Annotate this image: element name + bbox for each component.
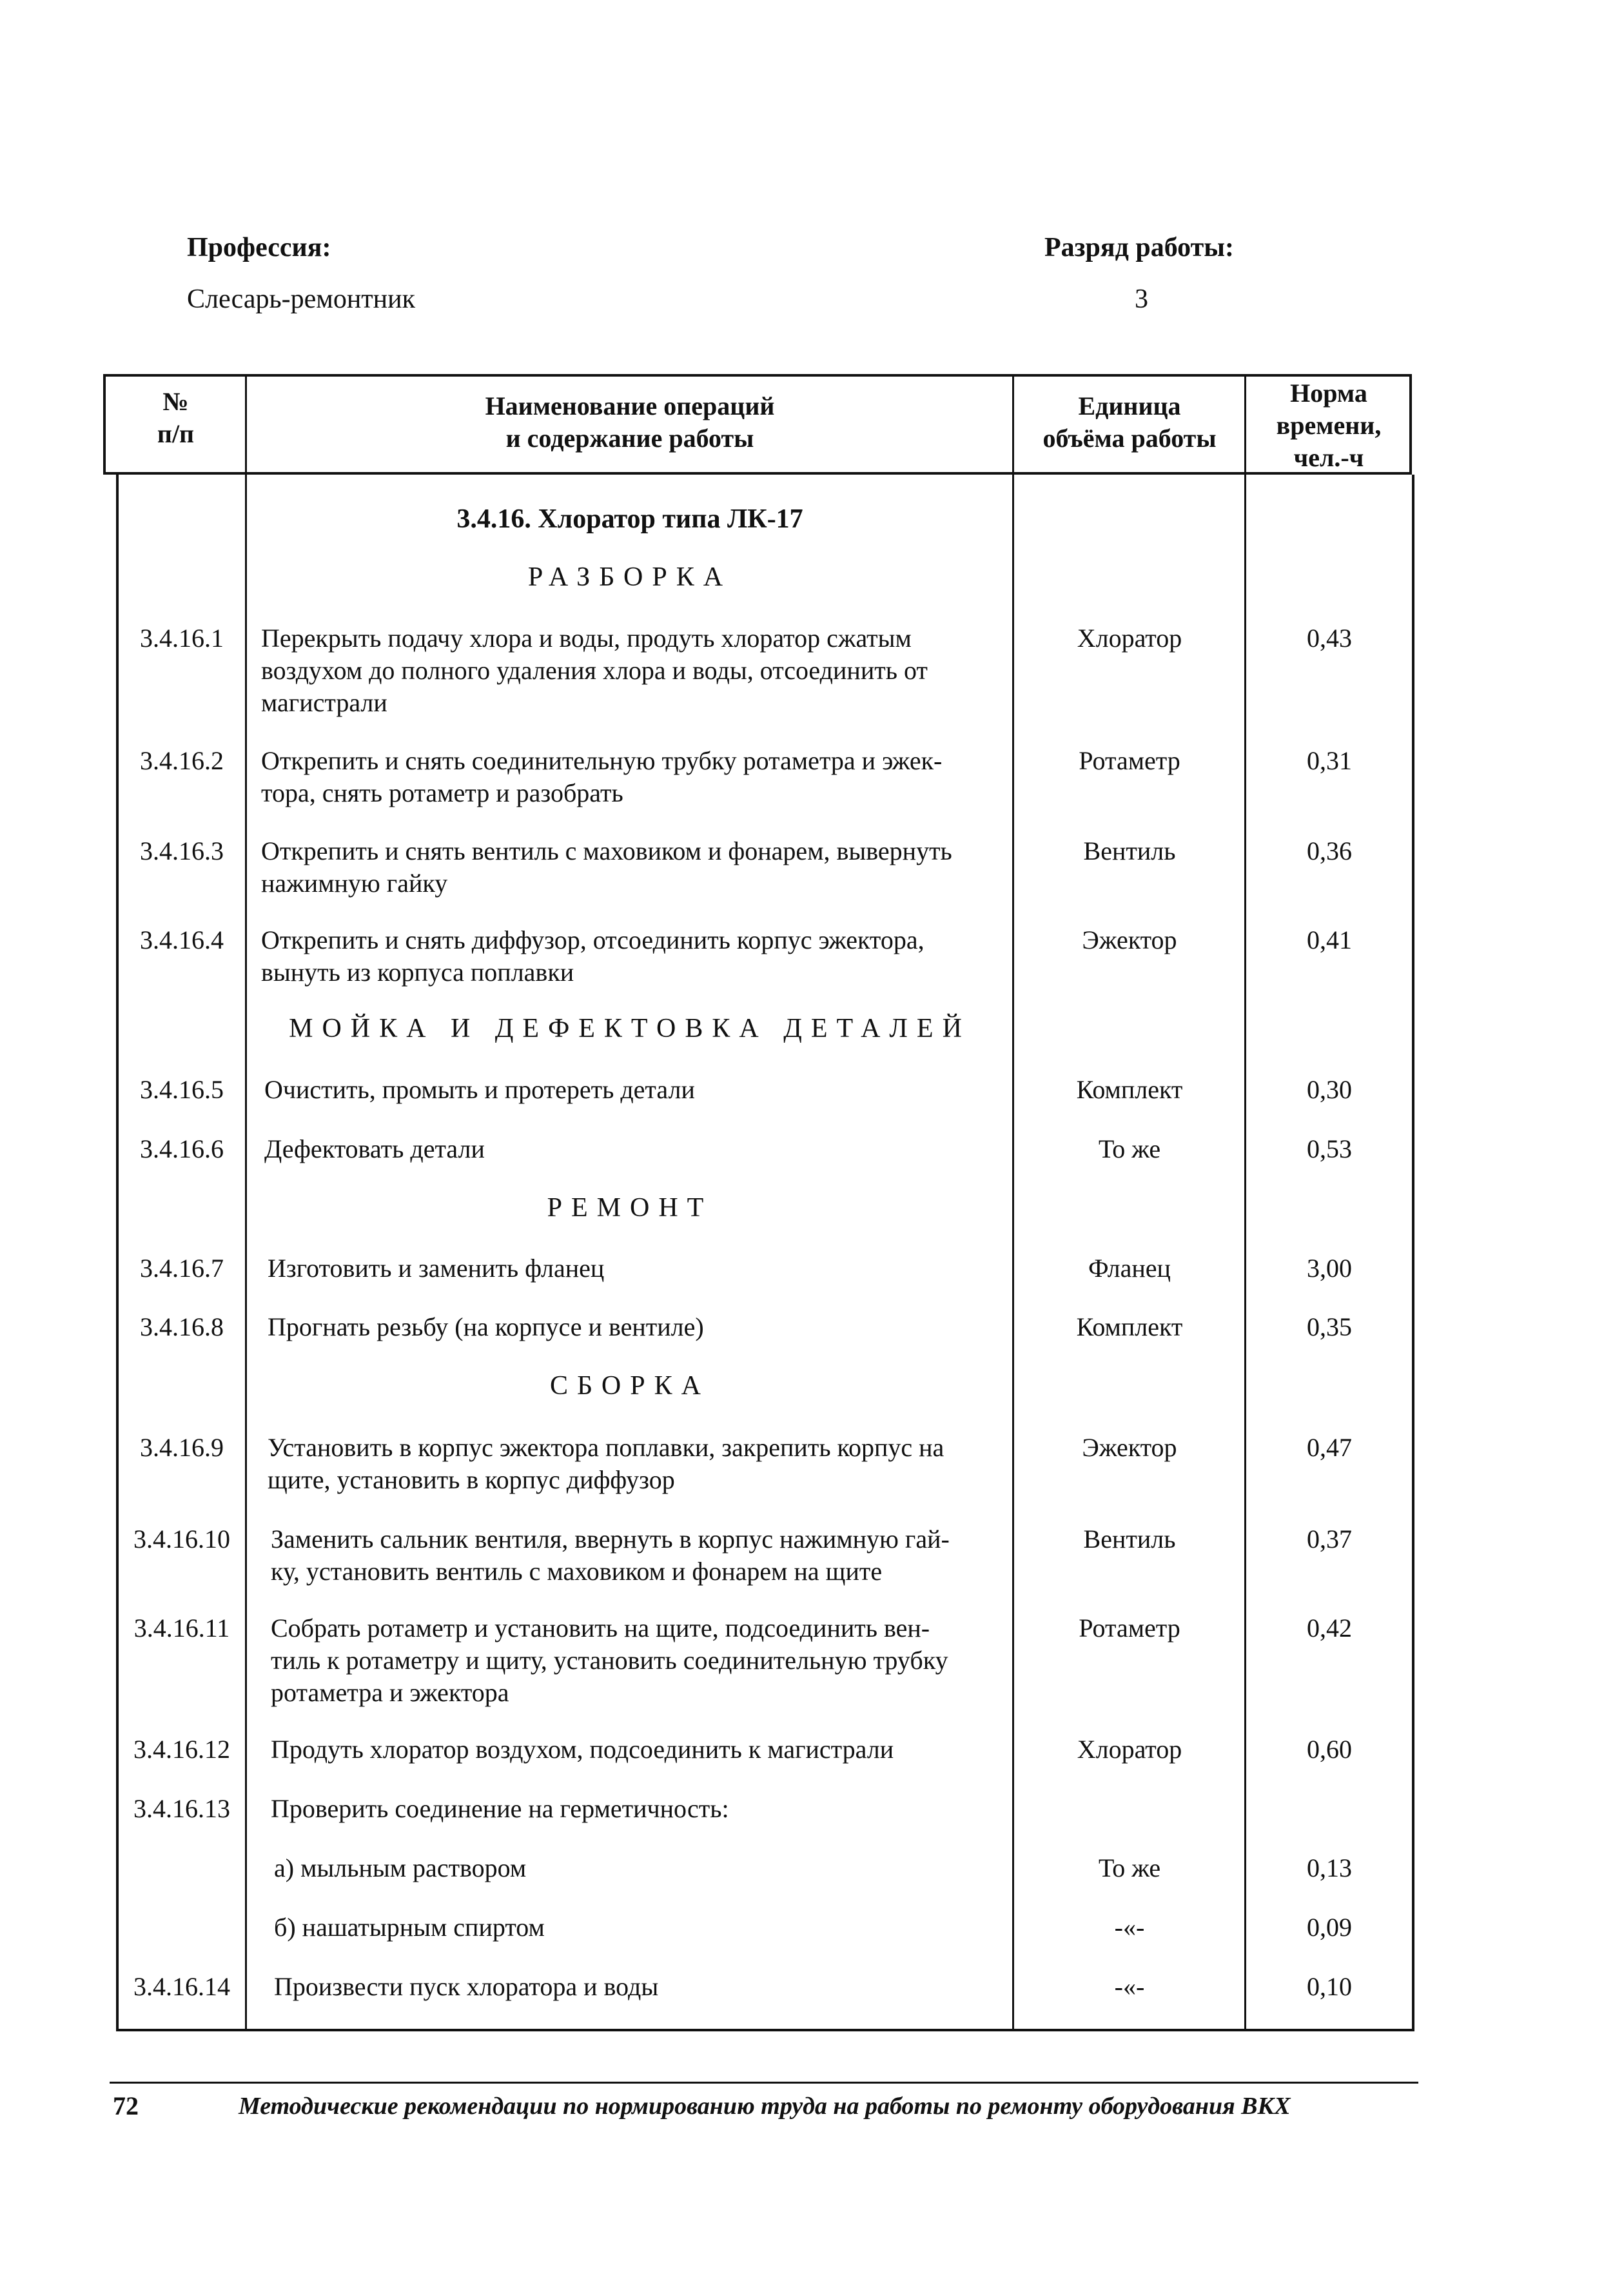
row-norm: 0,42 [1307,1613,1352,1643]
table-bottom-border [116,2029,1414,2031]
row-line: Проверить соединение на герметичность: [271,1794,729,1823]
row-description [274,1971,1028,2003]
row-norm: 0,13 [1307,1853,1352,1882]
row-unit: Хлоратор [1077,624,1182,653]
row-line: вынуть из корпуса поплавки [261,958,574,987]
row-description [261,622,1015,719]
row-line: а) мыльным раствором [274,1853,527,1882]
row-line: щите, установить в корпус диффузор [268,1465,675,1494]
row-line: тора, снять ротаметр и разобрать [261,778,623,807]
row-unit: Ротаметр [1079,746,1180,775]
row-line: тиль к ротаметру и щиту, установить соединительную трубку [271,1646,948,1675]
row-line: ротаметра и эжектора [271,1678,509,1707]
row-line: Открепить и снять диффузор, отсоединить корпус эжектора, [261,925,925,954]
row-line: воздухом до полного удаления хлора и воды, отсоединить от [261,656,928,685]
col-num-header [106,386,245,450]
row-norm: 0,37 [1307,1524,1352,1554]
row-norm: 3,00 [1307,1254,1352,1283]
row-line: Дефектовать детали [264,1134,485,1163]
row-num: 3.4.16.7 [140,1254,224,1283]
table-subtitle: 3.4.16. Хлоратор типа ЛК-17 [456,504,803,534]
row-unit: Комплект [1076,1312,1183,1341]
row-norm: 0,31 [1307,746,1352,775]
col-unit-header [1015,390,1244,455]
row-description [271,1793,1025,1825]
row-unit: Вентиль [1083,1524,1176,1554]
row-line: магистрали [261,688,387,717]
row-line: Открепить и снять соединительную трубку ротаметра и эжек- [261,746,943,775]
row-norm: 0,30 [1307,1075,1352,1104]
section-repair: РЕМОНТ [547,1193,713,1223]
row-description [261,835,1015,900]
col-norm-line2: времени, [1276,411,1382,440]
section-disassembly: РАЗБОРКА [527,562,732,592]
row-num: 3.4.16.3 [140,836,224,865]
row-line: Очистить, промыть и протереть детали [264,1075,695,1104]
col-num-line2: п/п [157,419,195,448]
row-description [274,1852,1028,1884]
row-norm: 0,09 [1307,1913,1352,1942]
row-unit: То же [1098,1134,1161,1163]
row-norm: 0,10 [1307,1972,1352,2001]
row-num: 3.4.16.9 [140,1433,224,1462]
row-num: 3.4.16.13 [133,1794,230,1823]
row-unit: Ротаметр [1079,1613,1180,1643]
row-description [264,1133,1019,1165]
col-num-line1: № [162,387,189,416]
col-unit-line2: объёма работы [1042,424,1217,453]
row-line: Изготовить и заменить фланец [268,1254,605,1283]
row-num: 3.4.16.6 [140,1134,224,1163]
row-line: Открепить и снять вентиль с маховиком и фонарем, вывернуть [261,836,952,865]
row-num: 3.4.16.11 [133,1613,230,1643]
row-norm: 0,47 [1307,1433,1352,1462]
col-name-header [248,390,1012,455]
section-washing: МОЙКА И ДЕФЕКТОВКА ДЕТАЛЕЙ [289,1014,971,1043]
row-norm: 0,41 [1307,925,1352,954]
col-name-line2: и содержание работы [505,424,754,453]
row-line: Произвести пуск хлоратора и воды [274,1972,659,2001]
row-line: ку, установить вентиль с маховиком и фонарем на щите [271,1557,883,1586]
row-description [274,1911,1028,1944]
row-norm: 0,43 [1307,624,1352,653]
row-num: 3.4.16.10 [133,1524,230,1554]
row-num: 3.4.16.8 [140,1312,224,1341]
row-norm: 0,60 [1307,1735,1352,1764]
grade-label: Разряд работы: [1044,233,1235,262]
profession-value: Слесарь-ремонтник [187,284,416,314]
row-unit: Вентиль [1083,836,1176,865]
profession-label: Профессия: [187,233,331,262]
row-num: 3.4.16.12 [133,1735,230,1764]
col-norm-line3: чел.-ч [1293,443,1364,472]
row-num: 3.4.16.5 [140,1075,224,1104]
row-unit: Хлоратор [1077,1735,1182,1764]
row-description [268,1432,1022,1496]
row-unit: Комплект [1076,1075,1183,1104]
row-description [271,1733,1025,1766]
col-name-line1: Наименование операций [485,391,775,420]
section-assembly: СБОРКА [550,1371,710,1401]
row-line: Перекрыть подачу хлора и воды, продуть хлоратор сжатым [261,624,912,653]
footer-title: Методические рекомендации по нормированию труда на работы по ремонту оборудования ВКХ [239,2093,1291,2120]
row-norm: 0,36 [1307,836,1352,865]
row-line: нажимную гайку [261,869,448,898]
row-line: Установить в корпус эжектора поплавки, закрепить корпус на [268,1433,944,1462]
row-description [268,1311,1022,1343]
row-line: Собрать ротаметр и установить на щите, подсоединить вен- [271,1613,930,1643]
row-unit: -«- [1114,1972,1145,2001]
row-line: Продуть хлоратор воздухом, подсоединить к магистрали [271,1735,894,1764]
page-number: 72 [113,2091,139,2120]
row-num: 3.4.16.2 [140,746,224,775]
row-line: Заменить сальник вентиля, ввернуть в корпус нажимную гай- [271,1524,950,1554]
row-line: б) нашатырным спиртом [274,1913,545,1942]
row-unit: Эжектор [1082,925,1177,954]
footer-rule [110,2082,1418,2084]
row-num: 3.4.16.14 [133,1972,230,2001]
col-norm-header [1247,377,1411,474]
row-description [261,745,1015,809]
row-unit: То же [1098,1853,1161,1882]
row-num: 3.4.16.4 [140,925,224,954]
col-unit-line1: Единица [1078,391,1181,420]
row-norm: 0,35 [1307,1312,1352,1341]
row-norm: 0,53 [1307,1134,1352,1163]
row-unit: -«- [1114,1913,1145,1942]
col-norm-line1: Норма [1290,379,1367,408]
row-description [264,1074,1019,1106]
row-description [268,1252,1022,1285]
row-description [261,924,1015,989]
row-description [271,1523,1025,1588]
row-description [271,1612,1025,1709]
row-unit: Фланец [1088,1254,1171,1283]
row-line: Прогнать резьбу (на корпусе и вентиле) [268,1312,704,1341]
grade-value: 3 [1135,284,1148,314]
row-unit: Эжектор [1082,1433,1177,1462]
row-num: 3.4.16.1 [140,624,224,653]
